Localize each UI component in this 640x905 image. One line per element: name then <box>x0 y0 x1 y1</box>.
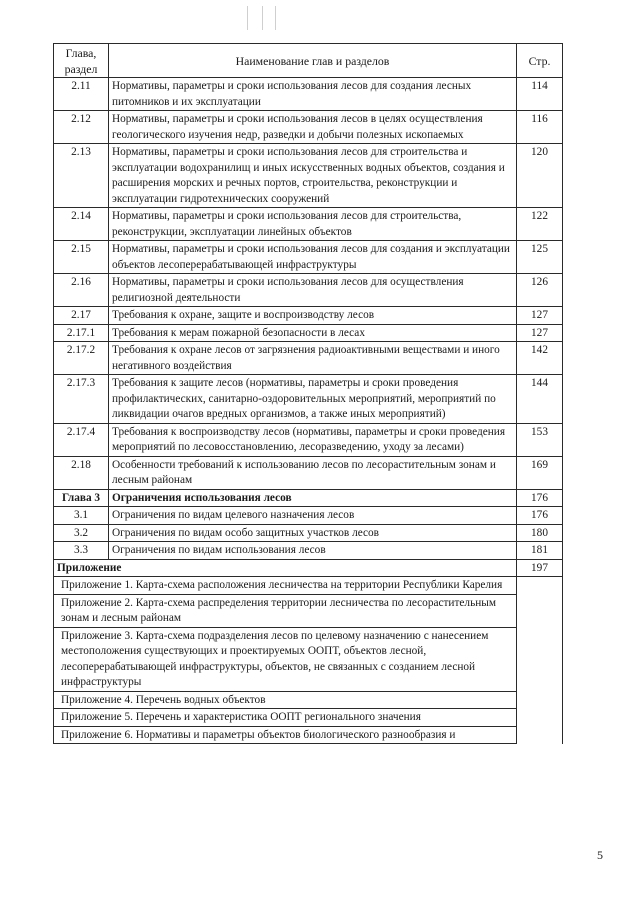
row-page: 127 <box>517 307 563 325</box>
table-row <box>54 241 563 274</box>
row-page: 181 <box>517 542 563 560</box>
row-number: 2.17.1 <box>54 324 109 342</box>
table-row <box>54 208 563 241</box>
row-number: 2.15 <box>54 241 109 274</box>
row-page: 142 <box>517 342 563 375</box>
row-title: Нормативы, параметры и сроки использования лесов в целях осуществления геологического изучения недр, разведки и добычи полезных ископаемых <box>109 111 517 144</box>
appendix-item: Приложение 3. Карта-схема подразделения лесов по целевому назначению с нанесением местоположения существующих и проектируемых ООПТ, объектов лесной, лесоперерабатывающей инфраструктуры, объектов, не связанных с созданием лесной инфраструктуры <box>54 627 517 691</box>
table-row <box>54 111 563 144</box>
table-row <box>54 324 563 342</box>
row-page: 127 <box>517 324 563 342</box>
row-title: Нормативы, параметры и сроки использования лесов для создания и эксплуатации объектов лесоперерабатывающей инфраструктуры <box>109 241 517 274</box>
table-row <box>54 456 563 489</box>
row-page: 116 <box>517 111 563 144</box>
table-of-contents <box>53 43 563 744</box>
table-row <box>54 542 563 560</box>
row-title: Ограничения по видам особо защитных участков лесов <box>109 524 517 542</box>
table-row <box>54 144 563 208</box>
row-number: 2.14 <box>54 208 109 241</box>
row-title: Нормативы, параметры и сроки использования лесов для строительства, реконструкции, эксплуатации линейных объектов <box>109 208 517 241</box>
row-title: Ограничения по видам использования лесов <box>109 542 517 560</box>
row-title: Требования к воспроизводству лесов (нормативы, параметры и сроки проведения мероприятий по лесовосстановлению, лесоразведению, уходу за лесами) <box>109 423 517 456</box>
scan-artifact <box>262 6 263 30</box>
appendix-item: Приложение 4. Перечень водных объектов <box>54 691 517 709</box>
header-page: Стр. <box>517 44 563 78</box>
row-number: 3.2 <box>54 524 109 542</box>
row-title: Нормативы, параметры и сроки использования лесов для создания лесных питомников и их эксплуатации <box>109 78 517 111</box>
appendix-item-row <box>54 709 563 727</box>
row-page: 176 <box>517 507 563 525</box>
row-title: Требования к охране, защите и воспроизводству лесов <box>109 307 517 325</box>
scan-artifact <box>247 6 248 30</box>
appendix-page: 197 <box>517 559 563 577</box>
appendix-item-row <box>54 726 563 744</box>
row-number: 3.3 <box>54 542 109 560</box>
row-page: 180 <box>517 524 563 542</box>
appendix-item-row <box>54 691 563 709</box>
row-page: 176 <box>517 489 563 507</box>
appendix-item: Приложение 2. Карта-схема распределения территории лесничества по лесорастительным зонам и лесным районам <box>54 594 517 627</box>
row-number: Глава 3 <box>54 489 109 507</box>
row-page: 125 <box>517 241 563 274</box>
appendix-item: Приложение 5. Перечень и характеристика ООПТ регионального значения <box>54 709 517 727</box>
row-title: Нормативы, параметры и сроки использования лесов для строительства и эксплуатации водохранилищ и иных искусственных водных объектов, создания и расширения морских и речных портов, строительства, реконструкции и эксплуатации гидротехнических сооружений <box>109 144 517 208</box>
table-row <box>54 307 563 325</box>
table-row <box>54 342 563 375</box>
row-title: Требования к охране лесов от загрязнения радиоактивными веществами и иного негативного воздействия <box>109 342 517 375</box>
appendix-heading: Приложение <box>54 559 517 577</box>
row-page: 114 <box>517 78 563 111</box>
row-number: 2.18 <box>54 456 109 489</box>
page-number: 5 <box>597 848 603 862</box>
row-page: 126 <box>517 274 563 307</box>
row-page: 144 <box>517 375 563 424</box>
row-number: 2.17 <box>54 307 109 325</box>
row-title: Требования к защите лесов (нормативы, параметры и сроки проведения профилактических, санитарно-оздоровительных мероприятий, мероприятий по ликвидации очагов вредных организмов, а также иных мероприятий) <box>109 375 517 424</box>
appendix-item-row <box>54 577 563 595</box>
table-header-row <box>54 44 563 78</box>
row-title: Особенности требований к использованию лесов по лесорастительным зонам и лесным районам <box>109 456 517 489</box>
appendix-item-row <box>54 627 563 691</box>
row-title: Нормативы, параметры и сроки использования лесов для осуществления религиозной деятельности <box>109 274 517 307</box>
scan-artifact <box>275 6 276 30</box>
table-row <box>54 274 563 307</box>
row-number: 2.11 <box>54 78 109 111</box>
row-number: 3.1 <box>54 507 109 525</box>
row-number: 2.12 <box>54 111 109 144</box>
table-row <box>54 78 563 111</box>
table-row-chapter <box>54 489 563 507</box>
row-page: 169 <box>517 456 563 489</box>
row-number: 2.17.2 <box>54 342 109 375</box>
appendix-item: Приложение 1. Карта-схема расположения лесничества на территории Республики Карелия <box>54 577 517 595</box>
table-row <box>54 524 563 542</box>
appendix-page-cell <box>517 577 563 744</box>
row-number: 2.17.3 <box>54 375 109 424</box>
row-title: Требования к мерам пожарной безопасности в лесах <box>109 324 517 342</box>
row-page: 120 <box>517 144 563 208</box>
appendix-item-row <box>54 594 563 627</box>
row-number: 2.17.4 <box>54 423 109 456</box>
row-number: 2.13 <box>54 144 109 208</box>
table-row <box>54 375 563 424</box>
appendix-item: Приложение 6. Нормативы и параметры объектов биологического разнообразия и <box>54 726 517 744</box>
table-row <box>54 507 563 525</box>
row-page: 122 <box>517 208 563 241</box>
row-page: 153 <box>517 423 563 456</box>
header-chapter: Глава, раздел <box>54 44 109 78</box>
header-title: Наименование глав и разделов <box>109 44 517 78</box>
row-title: Ограничения по видам целевого назначения лесов <box>109 507 517 525</box>
row-number: 2.16 <box>54 274 109 307</box>
toc-body <box>54 44 563 744</box>
row-title: Ограничения использования лесов <box>109 489 517 507</box>
appendix-heading-row <box>54 559 563 577</box>
table-row <box>54 423 563 456</box>
